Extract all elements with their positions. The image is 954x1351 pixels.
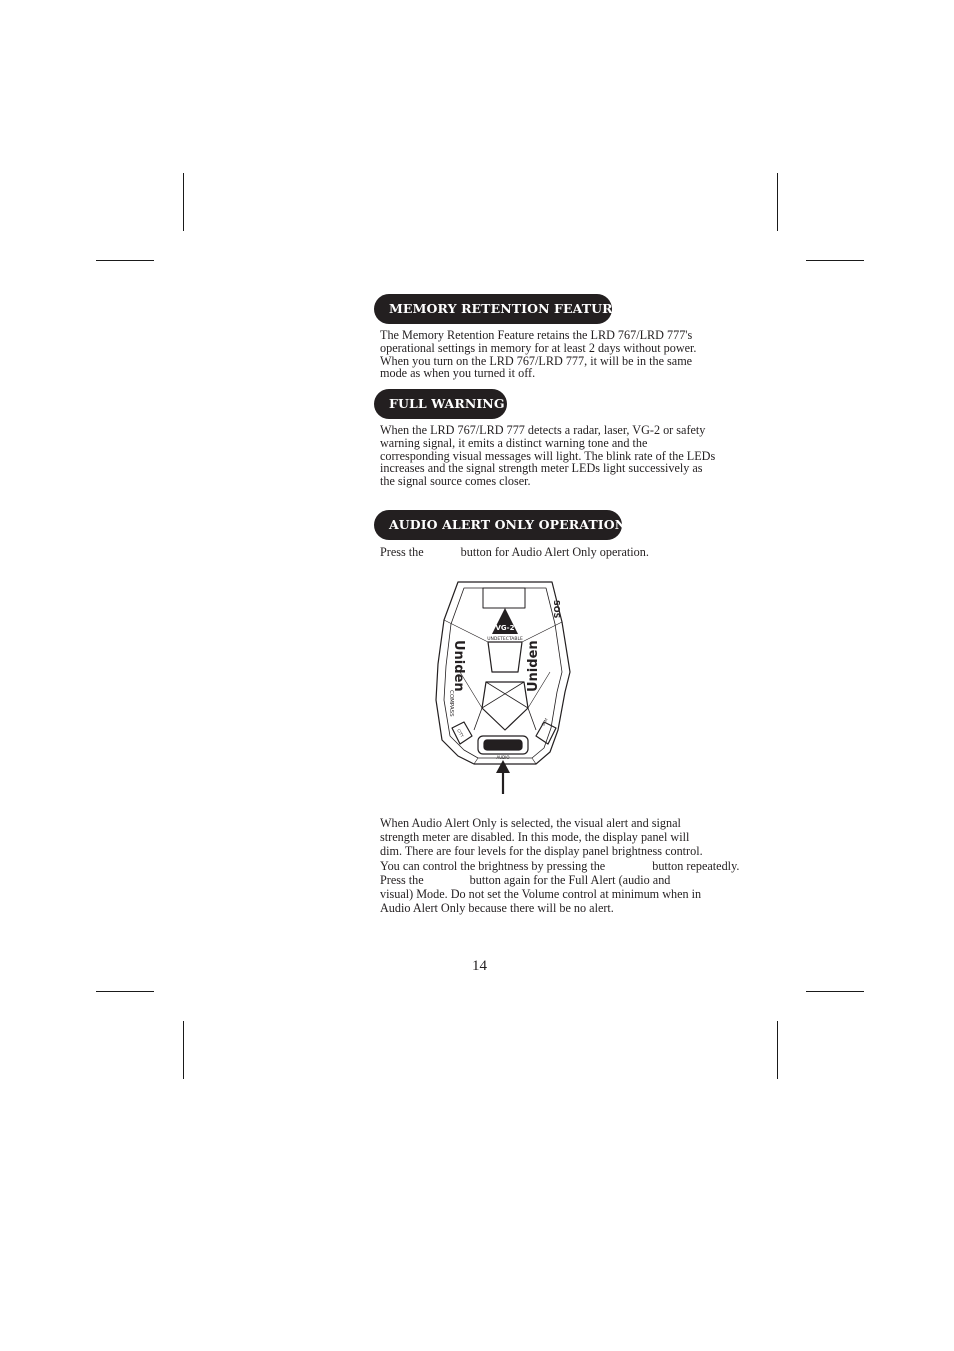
full-warning-heading: FULL WARNING — [374, 389, 507, 419]
crop-mark-bottom-right-horizontal — [806, 991, 864, 992]
full-warning-line-2: warning signal, it emits a distinct warning tone and the — [380, 435, 648, 450]
audio-body-line-4 — [380, 859, 739, 873]
dim-label: DIM — [540, 717, 549, 727]
audio-body-line-5-before: Press the — [380, 872, 424, 887]
audio-body-line-3: dim. There are four levels for the display panel brightness control. — [380, 844, 703, 859]
audio-body-line-4-before: You can control the brightness by pressing the — [380, 858, 606, 873]
audio-body-line-7: Audio Alert Only because there will be no alert. — [380, 901, 614, 916]
audio-intro-after: button for Audio Alert Only operation. — [460, 545, 649, 559]
full-warning-paragraph — [380, 424, 715, 488]
memory-line-1: The Memory Retention Feature retains the LRD 767/LRD 777's — [380, 328, 693, 342]
crop-mark-top-left-vertical — [183, 173, 184, 231]
full-warning-line-3: corresponding visual messages will light. The blink rate of the LEDs — [380, 448, 716, 463]
city-label: CITY — [456, 728, 465, 739]
memory-line-2: operational settings in memory for at least 2 days without power. — [380, 340, 697, 355]
crop-mark-top-right-vertical — [777, 173, 778, 231]
vg2-label: VG-2 — [495, 624, 515, 632]
audio-body-line-4-after: button repeatedly. — [652, 858, 740, 873]
page-number: 14 — [472, 958, 487, 974]
audio-body-line-5-after: button again for the Full Alert (audio and — [469, 872, 671, 887]
brand-left: Uniden — [451, 640, 466, 692]
memory-retention-paragraph — [380, 329, 696, 380]
audio-alert-heading: AUDIO ALERT ONLY OPERATION — [374, 510, 622, 540]
compass-label: COMPASS — [448, 690, 454, 717]
crop-mark-bottom-left-horizontal — [96, 991, 154, 992]
full-warning-line-5: the signal source comes closer. — [380, 474, 531, 489]
audio-body-line-2: strength meter are disabled. In this mode, the display panel will — [380, 830, 690, 845]
audio-body-line-5 — [380, 873, 739, 887]
crop-mark-top-right-horizontal — [806, 260, 864, 261]
radar-detector-illustration — [420, 580, 590, 795]
brand-right: Uniden — [526, 640, 541, 692]
full-warning-line-1: When the LRD 767/LRD 777 detects a radar, laser, VG-2 or safety — [380, 423, 706, 437]
audio-label: AUDIO — [496, 755, 510, 760]
audio-body-line-6: visual) Mode. Do not set the Volume control at minimum when in — [380, 886, 702, 901]
audio-body-line-1: When Audio Alert Only is selected, the visual alert and signal — [380, 816, 681, 830]
sos-label: SOS — [552, 600, 561, 619]
audio-alert-paragraph — [380, 816, 739, 915]
full-warning-line-4: increases and the signal strength meter LEDs light successively as — [380, 461, 703, 476]
crop-mark-top-left-horizontal — [96, 260, 154, 261]
memory-retention-heading: MEMORY RETENTION FEATURE — [374, 294, 612, 324]
pointer-arrow-head — [496, 760, 510, 773]
crop-mark-bottom-left-vertical — [183, 1021, 184, 1079]
crop-mark-bottom-right-vertical — [777, 1021, 778, 1079]
audio-alert-intro — [380, 546, 649, 559]
audio-intro-before: Press the — [380, 545, 424, 559]
vg2-sub-label: UNDETECTABLE — [487, 637, 523, 642]
memory-line-4: mode as when you turned it off. — [380, 366, 536, 381]
memory-line-3: When you turn on the LRD 767/LRD 777, it will be in the same — [380, 353, 693, 368]
